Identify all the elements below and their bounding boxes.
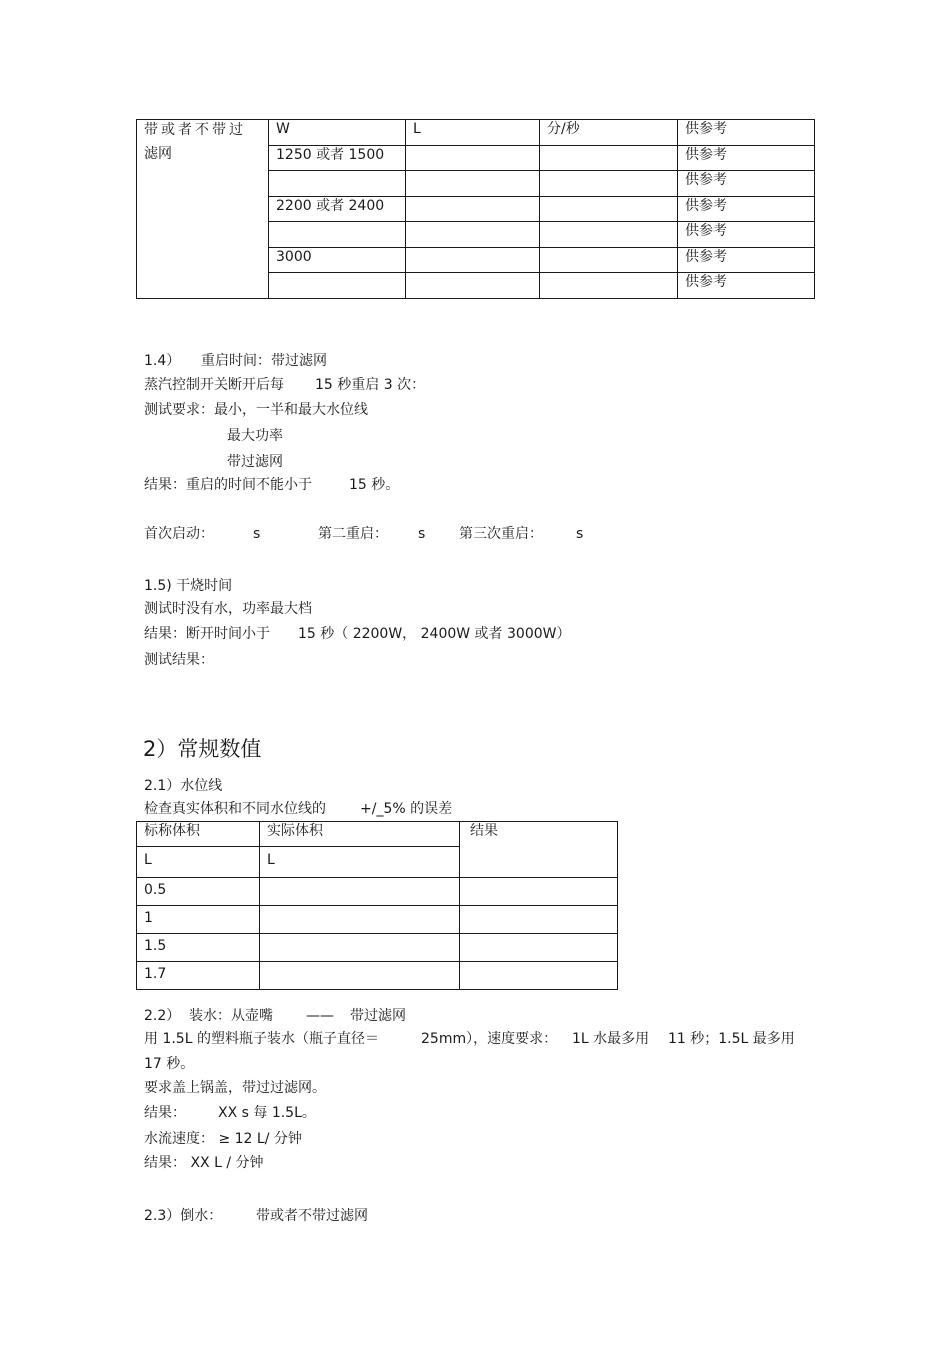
table-cell — [269, 273, 406, 299]
table-cell — [540, 247, 678, 273]
table-header-row — [137, 822, 618, 847]
table-cell: 供参考 — [678, 273, 815, 299]
section-2-3-title: 2.3）倒水： — [144, 1208, 223, 1224]
text-line: 25mm），速度要求： — [421, 1031, 558, 1047]
text-line: +/_5% 的误差 — [360, 801, 453, 817]
text-line: 水流速度： ≥ 12 L/ 分钟 — [144, 1131, 302, 1147]
text-line: 用 1.5L 的塑料瓶子装水（瓶子直径＝ — [144, 1031, 379, 1047]
table-row — [137, 962, 618, 990]
third-restart-unit: s — [576, 526, 584, 542]
table-cell: 1250 或者 1500 — [269, 145, 406, 171]
text-line: 蒸汽控制开关断开后每 — [144, 377, 284, 393]
table-cell: 3000 — [269, 247, 406, 273]
table-cell — [460, 934, 618, 962]
table-cell — [460, 962, 618, 990]
table-cell — [260, 878, 460, 906]
text-line: 结果：断开时间小于 — [144, 626, 270, 642]
second-restart-label: 第二重启： — [318, 526, 388, 542]
table-cell — [540, 273, 678, 299]
table-cell: 2200 或者 2400 — [269, 196, 406, 222]
table-cell: 分/秒 — [540, 120, 678, 146]
first-start-label: 首次启动： — [144, 526, 214, 542]
filter-cell-line: 带或者不带过 — [144, 122, 246, 138]
unit-cell: L — [137, 847, 260, 878]
table-cell — [540, 196, 678, 222]
table-cell — [460, 906, 618, 934]
table-row — [137, 906, 618, 934]
table-cell — [540, 222, 678, 248]
table-cell — [406, 222, 540, 248]
table-cell — [406, 273, 540, 299]
table-cell — [260, 962, 460, 990]
text-line: 15 秒重启 3 次： — [315, 377, 426, 393]
section-1-5-title: 1.5) 干烧时间 — [144, 578, 233, 594]
section-2-2-filter: 带过滤网 — [350, 1008, 406, 1024]
table-cell — [460, 878, 618, 906]
text-line: 测试要求：最小，一半和最大水位线 — [144, 402, 368, 418]
table-row — [137, 120, 815, 146]
section-1-4-number: 1.4） — [144, 353, 181, 369]
table-cell — [269, 171, 406, 197]
column-header: 实际体积 — [260, 822, 460, 847]
text-line: 要求盖上锅盖，带过过滤网。 — [144, 1080, 326, 1096]
table-row — [137, 934, 618, 962]
water-level-table — [136, 821, 618, 990]
table-cell: 1.5 — [137, 934, 260, 962]
table-cell — [260, 906, 460, 934]
table-cell — [269, 222, 406, 248]
table-cell — [540, 171, 678, 197]
text-line: 最大功率 — [227, 428, 283, 444]
column-header: 结果 — [460, 822, 618, 878]
table-cell: W — [269, 120, 406, 146]
table-cell: 1 — [137, 906, 260, 934]
first-start-unit: s — [253, 526, 261, 542]
table-cell: 供参考 — [678, 145, 815, 171]
text-line: 结果：重启的时间不能小于 — [144, 477, 312, 493]
section-2-3-filter: 带或者不带过滤网 — [256, 1208, 368, 1224]
table-cell: 1.7 — [137, 962, 260, 990]
column-header: 标称体积 — [137, 822, 260, 847]
table-cell: 供参考 — [678, 196, 815, 222]
table-cell — [260, 934, 460, 962]
text-line: 15 秒（ 2200W， 2400W 或者 3000W） — [298, 626, 571, 642]
table-cell — [406, 171, 540, 197]
power-table — [136, 119, 815, 299]
text-line: 17 秒。 — [144, 1056, 195, 1072]
text-line: 15 秒。 — [349, 477, 400, 493]
table-cell — [406, 145, 540, 171]
table-cell: 供参考 — [678, 120, 815, 146]
third-restart-label: 第三次重启： — [459, 526, 543, 542]
section-2-2-number: 2.2） — [144, 1008, 181, 1024]
section-2-2-dash: —— — [306, 1008, 334, 1024]
section-1-4-title: 重启时间：带过滤网 — [201, 353, 327, 369]
text-line: 测试时没有水，功率最大档 — [144, 601, 312, 617]
unit-cell: L — [260, 847, 460, 878]
text-line: 带过滤网 — [227, 454, 283, 470]
filter-cell-line: 滤网 — [144, 146, 172, 162]
text-line: 测试结果： — [144, 652, 214, 668]
section-2-1-title: 2.1）水位线 — [144, 778, 223, 794]
table-cell — [540, 145, 678, 171]
text-line: 结果： XX L / 分钟 — [144, 1155, 264, 1171]
table-cell: 供参考 — [678, 247, 815, 273]
text-line: 1L 水最多用 — [572, 1031, 650, 1047]
text-line: 11 秒；1.5L 最多用 — [668, 1031, 795, 1047]
table-cell — [406, 247, 540, 273]
section-2-2-title: 装水：从壶嘴 — [189, 1008, 273, 1024]
table-cell: 0.5 — [137, 878, 260, 906]
second-restart-unit: s — [418, 526, 426, 542]
table-cell: 供参考 — [678, 222, 815, 248]
table-cell — [406, 196, 540, 222]
table-row — [137, 878, 618, 906]
text-line: XX s 每 1.5L。 — [218, 1105, 316, 1121]
section-2-heading: 2）常规数值 — [143, 737, 262, 761]
table-cell: 供参考 — [678, 171, 815, 197]
table-cell: L — [406, 120, 540, 146]
text-line: 检查真实体积和不同水位线的 — [144, 801, 326, 817]
text-line: 结果： — [144, 1105, 186, 1121]
filter-cell — [137, 120, 269, 299]
